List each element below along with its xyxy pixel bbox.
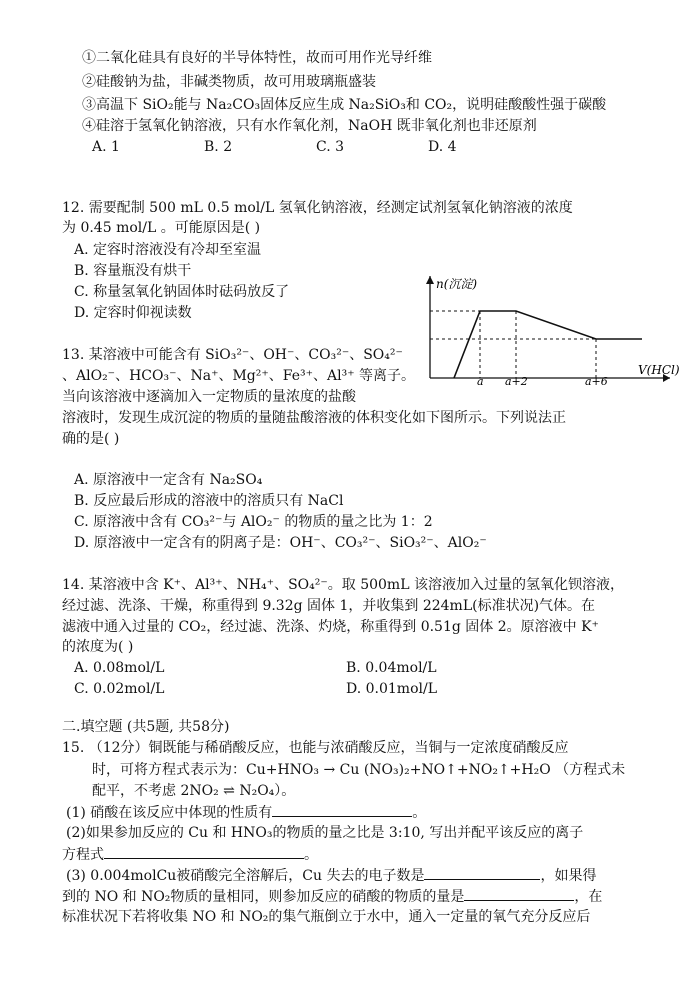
q13-option-b: B. 反应最后形成的溶液中的溶质只有 NaCl <box>74 493 344 509</box>
q15-part-3-text-1: (3) 0.004molCu被硝酸完全溶解后，Cu 失去的电子数是 <box>66 868 425 884</box>
x-axis-label: V(HCl) <box>638 363 680 377</box>
q13-stem-line-5: 确的是( ) <box>62 431 120 447</box>
q15-part-1-end: 。 <box>412 805 427 821</box>
q15-part-3-end-1: ，如果得 <box>540 868 597 884</box>
q15-part-2-answer-blank[interactable] <box>104 844 304 859</box>
q14-option-d: D. 0.01mol/L <box>346 681 437 697</box>
q13-option-c: C. 原溶液中含有 CO₃²⁻与 AlO₂⁻ 的物质的量之比为 1：2 <box>74 514 433 530</box>
section-2-heading: 二.填空题 (共5题, 共58分) <box>62 719 230 735</box>
q13-stem-line-1: 13. 某溶液中可能含有 SiO₃²⁻、OH⁻、CO₃²⁻、SO₄²⁻ <box>62 347 403 363</box>
q11-option-b: B. 2 <box>204 139 233 155</box>
q15-part-3-line-1 <box>66 865 596 886</box>
q15-stem-line-2: 时，可将方程式表示为：Cu+HNO₃ → Cu (NO₃)₂+NO↑+NO₂↑+H₂O （方程式未 <box>92 762 626 778</box>
precipitate-curve <box>454 311 642 378</box>
q12-option-b: B. 容量瓶没有烘干 <box>74 263 192 279</box>
q15-part-1-answer-blank[interactable] <box>272 802 412 817</box>
q12-stem-line-1: 12. 需要配制 500 mL 0.5 mol/L 氢氧化钠溶液，经测定试剂氢氧化钠溶液的浓度 <box>62 200 573 216</box>
q15-part-2-end: 。 <box>304 847 318 863</box>
q14-stem-line-1: 14. 某溶液中含 K⁺、Al³⁺、NH₄⁺、SO₄²⁻。取 500mL 该溶液加入过量的氢氧化钡溶液， <box>62 577 624 593</box>
q13-stem-line-4: 溶液时，发现生成沉淀的物质的量随盐酸溶液的体积变化如下图所示。下列说法正 <box>62 410 566 426</box>
q11-statement-1: ①二氧化硅具有良好的半导体特性，故而可用作光导纤维 <box>82 50 432 66</box>
q14-stem-line-2: 经过滤、洗涤、干燥，称重得到 9.32g 固体 1，并收集到 224mL(标准状况)气体。在 <box>62 598 596 614</box>
q15-part-2-line-2 <box>62 844 318 865</box>
q13-stem-line-3: 当向该溶液中逐滴加入一定物质的量浓度的盐酸 <box>62 389 356 405</box>
q15-part-3-electron-blank[interactable] <box>424 865 540 880</box>
q15-part-1-text: (1) 硝酸在该反应中体现的性质有 <box>66 805 273 821</box>
q13-option-a: A. 原溶液中一定含有 Na₂SO₄ <box>74 472 263 488</box>
q11-option-c: C. 3 <box>316 139 345 155</box>
q14-stem-line-4: 的浓度为( ) <box>62 639 134 655</box>
y-axis-label: n(沉淀) <box>436 277 478 291</box>
q15-part-3-line-3: 标准状况下若将收集 NO 和 NO₂的集气瓶倒立于水中，通入一定量的氧气充分反应后 <box>62 909 591 925</box>
q15-part-2-text: 方程式 <box>62 847 104 863</box>
q11-statement-4: ④硅溶于氢氧化钠溶液，只有水作氧化剂，NaOH 既非氧化剂也非还原剂 <box>82 118 537 134</box>
q12-stem-line-2: 为 0.45 mol/L 。可能原因是( ) <box>62 220 261 236</box>
q14-stem-line-3: 滤液中通入过量的 CO₂，经过滤、洗涤、灼烧，称重得到 0.51g 固体 2。原溶液中 K⁺ <box>62 619 599 635</box>
q15-part-3-end-2: ，在 <box>574 889 603 905</box>
q15-part-3-nitric-acid-blank[interactable] <box>464 886 574 901</box>
q14-option-c: C. 0.02mol/L <box>74 681 165 697</box>
q14-option-a: A. 0.08mol/L <box>74 660 165 676</box>
q15-part-3-text-2: 到的 NO 和 NO₂物质的量相同，则参加反应的硝酸的物质的量是 <box>62 889 465 905</box>
x-tick-a6: a+6 <box>585 375 608 386</box>
q15-stem-line-1: 15. （12分）铜既能与稀硝酸反应，也能与浓硝酸反应，当铜与一定浓度硝酸反应 <box>62 740 569 756</box>
q11-option-d: D. 4 <box>428 139 457 155</box>
y-axis-arrow <box>426 276 434 284</box>
q15-stem-line-3: 配平，不考虑 2NO₂ ⇌ N₂O₄）。 <box>92 783 296 799</box>
q13-stem-line-2: 、AlO₂⁻、HCO₃⁻、Na⁺、Mg²⁺、Fe³⁺、Al³⁺ 等离子。 <box>62 368 416 384</box>
q12-option-a: A. 定容时溶液没有冷却至室温 <box>74 242 262 258</box>
q12-option-d: D. 定容时仰视读数 <box>74 305 192 321</box>
q14-option-b: B. 0.04mol/L <box>346 660 437 676</box>
x-tick-a2: a+2 <box>505 375 528 386</box>
q13-option-d: D. 原溶液中一定含有的阴离子是：OH⁻、CO₃²⁻、SiO₃²⁻、AlO₂⁻ <box>74 535 487 551</box>
q11-statement-2: ②硅酸钠为盐，非碱类物质，故可用玻璃瓶盛装 <box>82 74 376 90</box>
q11-option-a: A. 1 <box>92 139 120 155</box>
q15-part-1 <box>66 802 426 823</box>
q15-part-2-line-1: (2)如果参加反应的 Cu 和 HNO₃的物质的量之比是 3:10, 写出并配平该反应的离子 <box>66 825 584 841</box>
q15-part-3-line-2 <box>62 886 602 907</box>
precipitate-graph <box>418 268 680 386</box>
q12-option-c: C. 称量氢氧化钠固体时砝码放反了 <box>74 284 290 300</box>
x-tick-a: a <box>477 375 484 386</box>
q11-statement-3: ③高温下 SiO₂能与 Na₂CO₃固体反应生成 Na₂SiO₃和 CO₂，说明硅酸酸性强于碳酸 <box>82 97 607 113</box>
